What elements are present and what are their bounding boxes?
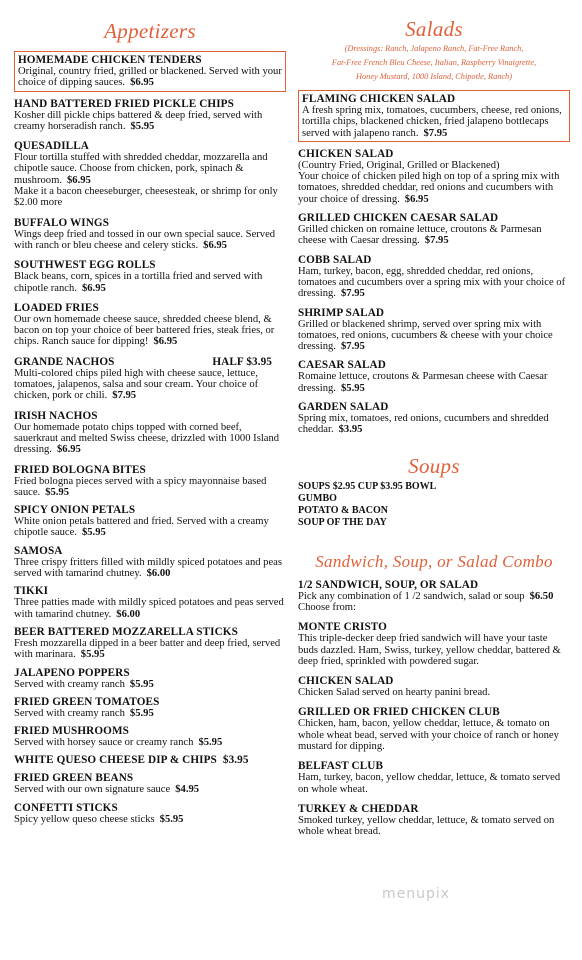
item-desc-text: Ham, turkey, bacon, egg, shredded cheddar, red onions, tomatoes and cucumbers over a spring mix with your choice of dressing.	[298, 265, 566, 300]
menu-item-description	[298, 413, 570, 436]
item-desc-text: This triple-decker deep fried sandwich will have your taste buds dazzled. Ham, Swiss, turkey, yellow cheddar, battered & deep fried, sprinkled with powdered sugar.	[298, 633, 561, 667]
item-name-text: FLAMING CHICKEN SALAD	[302, 93, 456, 105]
menu-item	[14, 410, 286, 456]
item-price: $6.00	[146, 568, 171, 580]
menu-item-description	[14, 368, 286, 402]
menu-item	[14, 802, 286, 825]
menu-item-name	[14, 585, 286, 597]
menu-item-description	[14, 476, 286, 499]
item-name-text: SHRIMP SALAD	[298, 306, 385, 319]
menu-item	[14, 696, 286, 719]
menu-item	[14, 356, 286, 402]
menu-item	[298, 401, 570, 436]
item-desc-text: Fresh mozzarella dipped in a beer batter and deep fried, served with marinara.	[14, 637, 281, 661]
soups-list	[298, 481, 570, 529]
item-price: $6.95	[56, 444, 81, 456]
watermark: menupix	[382, 886, 451, 902]
item-desc-text: Our homemade potato chips topped with corned beef, sauerkraut and melted Swiss cheese, drizzled with 1000 Island dressing.	[14, 421, 280, 456]
menu-item	[14, 259, 286, 294]
item-name-text: BEER BATTERED MOZZARELLA STICKS	[14, 625, 238, 638]
menu-item	[298, 148, 570, 205]
menu-item-name	[14, 464, 286, 476]
item-price: $5.95	[130, 120, 155, 132]
item-price: $5.95	[198, 737, 223, 749]
menu-item-name	[18, 54, 282, 66]
menu-item-description	[14, 784, 286, 795]
item-desc-text: Romaine lettuce, croutons & Parmesan cheese with Caesar dressing.	[298, 371, 548, 394]
item-name-text: HOMEMADE CHICKEN TENDERS	[18, 54, 202, 66]
item-name-text: IRISH NACHOS	[14, 409, 98, 422]
dressings-note-3: Honey Mustard, 1000 Island, Chipotle, Ranch)	[356, 72, 512, 81]
item-desc-text: Grilled or blackened shrimp, served over spring mix with tomatoes, red onions, cucumbers & cheese with your choice dressing.	[298, 318, 553, 353]
dressings-note-1: (Dressings: Ranch, Jalapeno Ranch, Fat-Free Ranch,	[344, 44, 524, 53]
item-desc-text: Kosher dill pickle chips battered & deep fried, served with creamy horseradish ranch.	[14, 109, 263, 132]
menu-item	[14, 217, 286, 252]
menu-item-name	[298, 401, 570, 413]
appetizers-list	[14, 51, 286, 825]
item-desc-text: Served with our own signature sauce	[14, 784, 171, 796]
menu-item-description	[14, 271, 286, 294]
menu-item-name	[14, 302, 286, 314]
soups-title: Soups	[408, 453, 460, 478]
item-price: $6.50	[529, 590, 554, 602]
menu-item	[14, 51, 286, 92]
item-desc-text: Fried bologna pieces served with a spicy mayonnaise based sauce.	[14, 475, 267, 498]
menu-item-description	[298, 633, 570, 667]
item-desc-text: A fresh spring mix, tomatoes, cucumbers, cheese, red onions, tortilla chips, blackened chicken, fried jalapeno bottlecaps served with jalapeno ranch.	[302, 105, 562, 139]
item-name-text: BELFAST CLUB	[298, 760, 384, 773]
appetizers-column	[14, 0, 286, 825]
menu-item-description	[298, 591, 570, 602]
item-name-text: COBB SALAD	[298, 253, 372, 266]
menu-item-name	[14, 626, 286, 638]
item-price: $5.95	[45, 486, 70, 498]
item-price: $5.95	[129, 707, 154, 719]
menu-item	[14, 667, 286, 690]
item-price: $4.95	[175, 784, 200, 796]
menu-item-description	[14, 597, 286, 620]
item-name-text: TURKEY & CHEDDAR	[298, 802, 419, 815]
menu-item	[14, 545, 286, 580]
menu-item	[14, 626, 286, 661]
item-desc-text: Three patties made with mildly spiced potatoes and peas served with tamarind chutney.	[14, 597, 284, 620]
menu-item	[298, 359, 570, 394]
menu-item-description	[298, 266, 570, 300]
menu-item-name	[14, 696, 286, 708]
item-name-text: GARDEN SALAD	[298, 401, 389, 414]
item-extra-note: Choose from:	[298, 601, 356, 613]
item-price: $6.95	[130, 77, 154, 89]
item-price: $7.95	[424, 235, 449, 247]
menu-item-description	[298, 371, 570, 394]
menu-item	[14, 772, 286, 795]
menu-item-description	[298, 815, 570, 838]
menu-item-name	[298, 254, 570, 266]
item-desc-text: Wings deep fried and tossed in our own special sauce. Served with ranch or bleu cheese and celery sticks.	[14, 228, 276, 251]
menu-item-name	[14, 772, 286, 784]
appetizers-title: Appetizers	[104, 19, 196, 43]
item-name-text: TIKKI	[14, 585, 49, 598]
menu-item-name	[14, 217, 286, 229]
item-desc-text: Multi-colored chips piled high with cheese sauce, lettuce, tomatoes, jalapenos, salsa and sour cream. Your choice of chicken, pork or chili.	[14, 367, 259, 402]
item-desc-text: Smoked turkey, yellow cheddar, lettuce, & tomato served on whole wheat bread.	[298, 814, 555, 838]
item-name-text: JALAPENO POPPERS	[14, 666, 130, 679]
menu-item-name	[14, 545, 286, 557]
item-name-text: SPICY ONION PETALS	[14, 504, 136, 517]
menu-item	[14, 725, 286, 748]
menu-item-name	[14, 667, 286, 679]
menu-item-name	[298, 148, 570, 160]
menu-item-name	[14, 754, 286, 766]
combo-title: Sandwich, Soup, or Salad Combo	[315, 551, 553, 571]
item-name-text: GRILLED OR FRIED CHICKEN CLUB	[298, 706, 500, 719]
item-desc-text: Ham, turkey, bacon, yellow cheddar, lettuce, & tomato served on whole wheat.	[298, 772, 561, 795]
item-desc-text: Your choice of chicken piled high on top of a spring mix with tomatoes, shredded cheddar, red onions and cucumbers with your choice of dressing.	[298, 171, 560, 205]
item-name-text: LOADED FRIES	[14, 301, 99, 314]
item-extra-note: Make it a bacon cheeseburger, cheesesteak, or shrimp for only $2.00 more	[14, 186, 278, 209]
item-price: $7.95	[340, 341, 365, 353]
item-name-text: FRIED BOLOGNA BITES	[14, 463, 146, 476]
menu-item	[298, 254, 570, 300]
menu-item	[14, 98, 286, 133]
menu-item	[298, 706, 570, 752]
menu-item-description	[14, 638, 286, 661]
item-name-text: CONFETTI STICKS	[14, 801, 118, 814]
combo-list	[298, 579, 570, 838]
item-price: $6.00	[116, 608, 141, 620]
menu-item	[14, 464, 286, 499]
item-desc-text: Our own homemade cheese sauce, shredded cheese blend, & bacon on top your choice of beer battered fries, steak fries, or chips. Ranch sauce for dipping!	[14, 313, 275, 348]
menu-item-name	[298, 621, 570, 633]
item-name-text: CHICKEN SALAD	[298, 675, 394, 688]
menu-item-description	[298, 319, 570, 353]
menu-item	[14, 302, 286, 348]
menu-item	[298, 803, 570, 838]
menu-item-description	[14, 516, 286, 539]
item-desc-text: Chicken, ham, bacon, yellow cheddar, lettuce, & tomato on whole wheat bead, served with your choice of ranch or honey mustard for dipping.	[298, 718, 559, 753]
item-name-text: CAESAR SALAD	[298, 359, 386, 372]
menu-item-description	[298, 772, 570, 795]
menu-item-name	[14, 725, 286, 737]
item-name-text: FRIED GREEN TOMATOES	[14, 695, 160, 708]
menu-item-name	[298, 760, 570, 772]
item-name-text: HAND BATTERED FRIED PICKLE CHIPS	[14, 97, 234, 110]
menu-item	[14, 140, 286, 208]
item-subtitle: (Country Fried, Original, Grilled or Blackened)	[298, 159, 500, 171]
item-name-text: GRILLED CHICKEN CAESAR SALAD	[298, 212, 499, 225]
menu-item-name	[14, 356, 286, 368]
menu-item-name	[14, 98, 286, 110]
menu-item-description	[14, 229, 286, 252]
menu-item	[298, 307, 570, 353]
item-desc-text: Flour tortilla stuffed with shredded cheddar, mozzarella and chipotle sauce. Choose from chicken, pork, spinach & mushroom.	[14, 152, 268, 186]
item-price: $5.95	[81, 527, 106, 539]
salads-title: Salads	[405, 17, 463, 41]
item-price: $5.95	[340, 382, 365, 394]
menu-item-name	[298, 675, 570, 687]
menu-item-description	[14, 110, 286, 133]
item-price: $3.95	[338, 424, 363, 436]
menu-item-name	[14, 140, 286, 152]
menu-item-description	[298, 718, 570, 752]
menu-item-name	[14, 504, 286, 516]
item-price: $5.95	[159, 813, 184, 825]
menu-item-description	[298, 171, 570, 205]
item-name-text: BUFFALO WINGS	[14, 216, 110, 229]
menu-item-description	[14, 152, 286, 186]
item-desc-text: Original, country fried, grilled or blackened. Served with your choice of dipping sauces.	[18, 66, 282, 89]
item-price: $7.95	[112, 390, 137, 402]
menu-item-name	[298, 803, 570, 815]
menu-item	[298, 90, 570, 142]
item-desc-text: Spicy yellow queso cheese sticks	[14, 813, 155, 825]
item-desc-text: Served with creamy ranch	[14, 707, 125, 719]
menu-item-description	[14, 737, 286, 748]
item-price: $5.95	[80, 649, 105, 661]
menu-item-name	[298, 706, 570, 718]
menu-item-description	[14, 814, 286, 825]
soups-line: POTATO & BACON	[298, 504, 389, 516]
item-name-text: FRIED GREEN BEANS	[14, 772, 134, 785]
menu-item-description	[18, 66, 282, 89]
item-desc-text: Spring mix, tomatoes, red onions, cucumbers and shredded cheddar.	[298, 413, 549, 436]
soups-line: GUMBO	[298, 492, 337, 504]
item-price: $3.95	[222, 754, 249, 767]
menu-item-description	[14, 557, 286, 580]
menu-item	[298, 212, 570, 247]
half-price: HALF $3.95	[212, 355, 272, 368]
item-desc-text: Grilled chicken on romaine lettuce, croutons & Parmesan cheese with Caesar dressing.	[298, 224, 542, 247]
item-desc-text: White onion petals battered and fried. Served with a creamy chipotle sauce.	[14, 516, 269, 539]
item-name-text: 1/2 SANDWICH, SOUP, OR SALAD	[298, 578, 479, 591]
item-price: $6.95	[404, 193, 429, 205]
item-desc-text: Black beans, corn, spices in a tortilla fried and served with chipotle ranch.	[14, 271, 263, 294]
menu-item-name	[298, 307, 570, 319]
menu-item-name	[302, 93, 566, 105]
menu-item	[298, 621, 570, 667]
menu-item	[298, 675, 570, 698]
menu-item	[14, 585, 286, 620]
item-name-text: SOUTHWEST EGG ROLLS	[14, 259, 156, 272]
menu-item-description	[298, 687, 570, 698]
menu-item	[14, 504, 286, 539]
item-price: $6.95	[153, 336, 178, 348]
item-desc-text: Three crispy fritters filled with mildly spiced potatoes and peas served with tamarind chutney.	[14, 556, 283, 580]
item-name-text: CHICKEN SALAD	[298, 147, 394, 160]
dressings-note-2: Fat-Free French Bleu Cheese, Italian, Raspberry Vinaigrette,	[331, 58, 537, 67]
item-price: $5.95	[129, 678, 154, 690]
menu-item	[14, 754, 286, 766]
item-desc-text: Served with creamy ranch	[14, 678, 125, 690]
menu-item-name	[298, 579, 570, 591]
soups-line: SOUP OF THE DAY	[298, 516, 387, 528]
item-desc-text: Served with horsey sauce or creamy ranch	[14, 737, 194, 749]
menu-item-name	[298, 359, 570, 371]
menu-item-name	[14, 410, 286, 422]
item-name-text: WHITE QUESO CHEESE DIP & CHIPS	[14, 754, 217, 767]
menu-item-description	[298, 224, 570, 247]
menu-item-description	[14, 708, 286, 719]
item-name-text: QUESADILLA	[14, 140, 89, 153]
menu-item-description	[302, 105, 566, 139]
item-price: $6.95	[81, 282, 106, 294]
item-name-text: MONTE CRISTO	[298, 621, 387, 634]
item-price: $6.95	[66, 174, 91, 186]
soups-line: SOUPS $2.95 CUP $3.95 BOWL	[298, 480, 437, 492]
menu-item	[298, 579, 570, 614]
item-name-text: SAMOSA	[14, 544, 63, 557]
item-name-text: GRANDE NACHOS	[14, 355, 115, 368]
menu-item-description	[14, 422, 286, 456]
menu-item-description	[14, 314, 286, 348]
menu-item-description	[14, 679, 286, 690]
item-name-text: FRIED MUSHROOMS	[14, 725, 129, 738]
item-price: $6.95	[203, 239, 227, 251]
item-price: $7.95	[340, 288, 365, 300]
menu-item-name	[298, 212, 570, 224]
salads-list	[298, 90, 570, 436]
item-desc-text: Chicken Salad served on hearty panini bread.	[298, 687, 491, 699]
menu-item-name	[14, 802, 286, 814]
menu-item	[298, 760, 570, 795]
salads-column	[298, 0, 570, 838]
menu-item-name	[14, 259, 286, 271]
item-desc-text: Pick any combination of 1 /2 sandwich, salad or soup	[298, 590, 525, 602]
item-price: $7.95	[423, 127, 448, 139]
